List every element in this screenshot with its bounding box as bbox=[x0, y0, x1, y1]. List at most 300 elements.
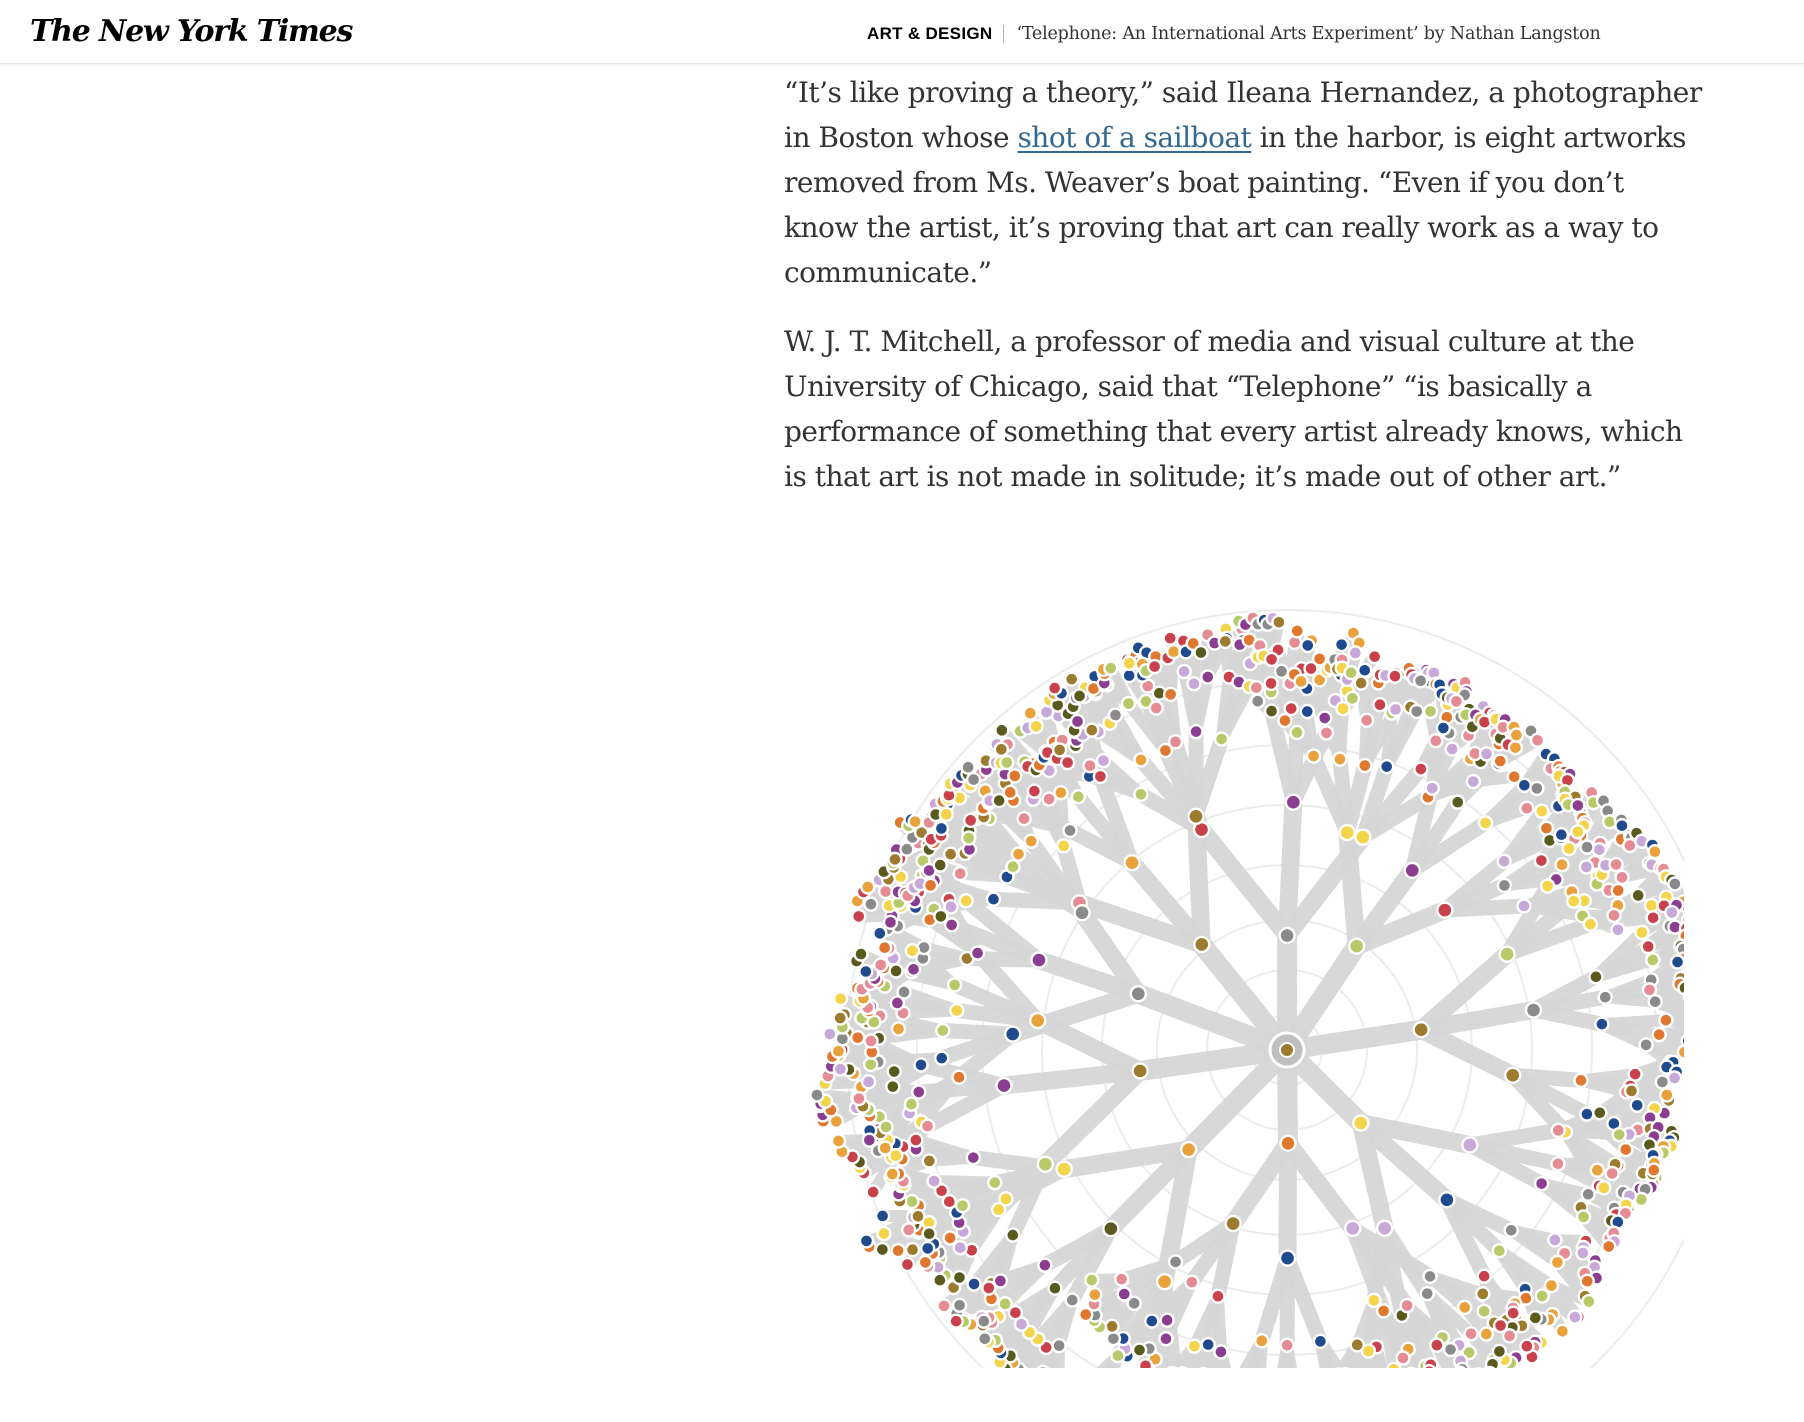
article-paragraph-2: W. J. T. Mitchell, a professor of media and visual culture at the University of Chicago, said that “Telephone” “is basically a performance of something that every artist already knows, which is that art is not made in solitude; it’s made out of other art.” bbox=[784, 325, 1683, 493]
artwork-dot bbox=[1551, 1157, 1564, 1170]
artwork-dot bbox=[1389, 703, 1402, 716]
artwork-dot bbox=[1612, 884, 1625, 897]
artwork-dot bbox=[1150, 702, 1163, 715]
artwork-dot bbox=[1075, 905, 1090, 920]
artwork-dot bbox=[1167, 645, 1180, 658]
artwork-dot bbox=[1529, 1311, 1542, 1324]
artwork-dot bbox=[933, 1274, 946, 1287]
artwork-dot bbox=[1581, 841, 1594, 854]
artwork-dot bbox=[1505, 1224, 1518, 1237]
branch-line bbox=[1061, 793, 1064, 846]
artwork-dot bbox=[1478, 1305, 1491, 1318]
artwork-dot bbox=[977, 1315, 990, 1328]
article-paragraph-1 bbox=[784, 70, 1704, 295]
artwork-dot bbox=[968, 1278, 981, 1291]
artwork-dot bbox=[1018, 812, 1031, 825]
artwork-dot bbox=[1265, 705, 1278, 718]
artwork-dot bbox=[1071, 715, 1084, 728]
artwork-dot bbox=[1430, 1339, 1443, 1352]
artwork-dot bbox=[1333, 753, 1346, 766]
artwork-dot bbox=[1388, 670, 1401, 683]
artwork-dot bbox=[1593, 843, 1606, 856]
artwork-dot bbox=[1446, 743, 1459, 756]
artwork-dot bbox=[1337, 702, 1350, 715]
artwork-dot bbox=[834, 1063, 847, 1076]
artwork-dot bbox=[1185, 1276, 1198, 1289]
artwork-dot bbox=[878, 1227, 891, 1240]
artwork-dot bbox=[928, 1175, 941, 1188]
artwork-dot bbox=[1548, 1233, 1561, 1246]
artwork-dot bbox=[1064, 824, 1077, 837]
artwork-dot bbox=[1290, 726, 1303, 739]
artwork-dot bbox=[1012, 848, 1025, 861]
artwork-dot bbox=[923, 1227, 936, 1240]
artwork-dot bbox=[1030, 1013, 1045, 1028]
branch-line bbox=[1347, 833, 1356, 947]
section-link[interactable]: ART & DESIGN bbox=[867, 24, 993, 43]
artwork-dot bbox=[1111, 1349, 1124, 1362]
artwork-dot bbox=[1414, 763, 1427, 776]
artwork-dot bbox=[1368, 650, 1381, 663]
artwork-dot bbox=[1581, 1275, 1594, 1288]
artwork-dot bbox=[1190, 725, 1203, 738]
artwork-dot bbox=[1161, 1314, 1174, 1327]
artwork-dot bbox=[1563, 842, 1576, 855]
artwork-dot bbox=[1265, 653, 1278, 666]
artwork-dot bbox=[1439, 1192, 1454, 1207]
artwork-dot bbox=[1510, 729, 1523, 742]
artwork-dot bbox=[1104, 662, 1117, 675]
artwork-dot bbox=[1567, 895, 1580, 908]
artwork-dot bbox=[1085, 724, 1098, 737]
artwork-dot bbox=[944, 1231, 957, 1244]
artwork-dot bbox=[1555, 828, 1568, 841]
artwork-dot bbox=[1444, 1343, 1457, 1356]
artwork-dot bbox=[978, 1332, 991, 1345]
root-artwork-dot bbox=[1280, 1043, 1294, 1057]
artwork-dot bbox=[1358, 664, 1371, 677]
artwork-dot bbox=[886, 1080, 899, 1093]
artwork-dot bbox=[1424, 705, 1437, 718]
artwork-dot bbox=[1414, 1022, 1429, 1037]
artwork-dot bbox=[1355, 830, 1370, 845]
artwork-dot bbox=[1214, 1345, 1227, 1358]
artwork-dot bbox=[865, 1034, 878, 1047]
artwork-dot bbox=[864, 1058, 877, 1071]
artwork-dot bbox=[863, 1134, 876, 1147]
artwork-dot bbox=[964, 814, 977, 827]
artwork-dot bbox=[954, 867, 967, 880]
artwork-dot bbox=[1373, 698, 1386, 711]
artwork-dot bbox=[935, 822, 948, 835]
artwork-dot bbox=[1551, 1256, 1564, 1269]
artwork-dot bbox=[892, 1244, 905, 1257]
artwork-dot bbox=[876, 1243, 889, 1256]
paragraph-1-text-b: in the harbor, is eight artworks removed from Ms. Weaver’s boat painting. “Even if you don’t know the artist, it’s proving that art can really work as a way to communicate.” bbox=[784, 121, 1687, 289]
artwork-dot bbox=[1057, 839, 1070, 852]
artwork-dot bbox=[1493, 1345, 1506, 1358]
artwork-dot bbox=[1201, 671, 1214, 684]
artwork-dot bbox=[1088, 1288, 1101, 1301]
artwork-dot bbox=[1006, 860, 1019, 873]
artwork-dot bbox=[1031, 953, 1046, 968]
artwork-dot bbox=[1358, 759, 1371, 772]
artwork-dot bbox=[1291, 624, 1304, 637]
artwork-dot bbox=[1285, 702, 1298, 715]
artwork-dot bbox=[1305, 662, 1318, 675]
artwork-dot bbox=[987, 893, 1000, 906]
branch-line bbox=[934, 1181, 995, 1183]
artwork-dot bbox=[1660, 1088, 1673, 1101]
artwork-dot bbox=[1134, 788, 1147, 801]
artwork-dot bbox=[1582, 1295, 1595, 1308]
artwork-dot bbox=[1377, 1221, 1392, 1236]
artwork-dot bbox=[1536, 1290, 1549, 1303]
artwork-dot bbox=[878, 941, 891, 954]
artwork-dot bbox=[1602, 1240, 1615, 1253]
artwork-dot bbox=[880, 1121, 893, 1134]
artwork-dot bbox=[898, 986, 911, 999]
artwork-dot bbox=[1280, 928, 1295, 943]
radial-tree-graphic bbox=[784, 562, 1684, 1368]
artwork-dot bbox=[1340, 825, 1355, 840]
artwork-dot bbox=[1595, 1018, 1608, 1031]
artwork-dot bbox=[1188, 1340, 1201, 1353]
artwork-dot bbox=[962, 832, 975, 845]
artwork-dot bbox=[884, 916, 897, 929]
artwork-dot bbox=[1593, 1106, 1606, 1119]
artwork-dot bbox=[886, 1168, 899, 1181]
artwork-dot bbox=[1083, 759, 1096, 772]
artwork-dot bbox=[852, 1092, 865, 1105]
artwork-dot bbox=[1387, 1363, 1400, 1368]
artwork-dot bbox=[909, 1134, 922, 1147]
artwork-dot bbox=[1345, 1221, 1360, 1236]
artwork-dot bbox=[1194, 937, 1209, 952]
sailboat-shot-link[interactable]: shot of a sailboat bbox=[1017, 121, 1252, 154]
branch-line bbox=[1202, 830, 1288, 936]
artwork-dot bbox=[1429, 734, 1442, 747]
artwork-dot bbox=[1188, 677, 1201, 690]
artwork-dot bbox=[1582, 1188, 1595, 1201]
artwork-dot bbox=[1649, 995, 1662, 1008]
artwork-dot bbox=[1265, 677, 1278, 690]
artwork-dot bbox=[864, 898, 877, 911]
artwork-dot bbox=[1591, 1164, 1604, 1177]
artwork-dot bbox=[1250, 681, 1263, 694]
artwork-dot bbox=[1109, 709, 1122, 722]
artwork-dot bbox=[1301, 639, 1314, 652]
artwork-dot bbox=[1535, 805, 1548, 818]
artwork-dot bbox=[1275, 665, 1288, 678]
artwork-dot bbox=[1437, 722, 1450, 735]
artwork-dot bbox=[1118, 1287, 1131, 1300]
artwork-dot bbox=[1053, 743, 1066, 756]
artwork-dot bbox=[1360, 714, 1373, 727]
artwork-dot bbox=[874, 958, 887, 971]
artwork-dot bbox=[1125, 855, 1140, 870]
artwork-dot bbox=[1530, 782, 1543, 795]
artwork-dot bbox=[852, 910, 865, 923]
branch-line bbox=[1533, 1010, 1601, 1024]
branch-line bbox=[1038, 1021, 1140, 1071]
artwork-dot bbox=[1414, 674, 1427, 687]
artwork-dot bbox=[1574, 1074, 1587, 1087]
artwork-dot bbox=[1295, 675, 1308, 688]
artwork-dot bbox=[892, 1022, 905, 1035]
artwork-dot bbox=[1458, 1301, 1471, 1314]
artwork-dot bbox=[1097, 754, 1110, 767]
artwork-dot bbox=[936, 1024, 949, 1037]
artwork-dot bbox=[967, 773, 980, 786]
artwork-dot bbox=[860, 1234, 873, 1247]
artwork-dot bbox=[1251, 695, 1264, 708]
artwork-dot bbox=[1215, 733, 1228, 746]
artwork-dot bbox=[953, 1271, 966, 1284]
artwork-dot bbox=[876, 1209, 889, 1222]
artwork-dot bbox=[1066, 1294, 1079, 1307]
artwork-dot bbox=[1123, 669, 1136, 682]
artwork-dot bbox=[890, 964, 903, 977]
artwork-dot bbox=[1073, 689, 1086, 702]
artwork-dot bbox=[1577, 1210, 1590, 1223]
artwork-dot bbox=[1085, 1274, 1098, 1287]
artwork-dot bbox=[1606, 1167, 1619, 1180]
artwork-dot bbox=[1478, 1270, 1491, 1283]
artwork-dot bbox=[1613, 1128, 1626, 1141]
artwork-dot bbox=[934, 859, 947, 872]
artwork-dot bbox=[1571, 799, 1584, 812]
artwork-dot bbox=[1462, 1137, 1477, 1152]
artwork-dot bbox=[906, 1243, 919, 1256]
artwork-dot bbox=[1048, 1282, 1061, 1295]
artwork-dot bbox=[1094, 770, 1107, 783]
artwork-dot bbox=[1159, 744, 1172, 757]
artwork-dot bbox=[1599, 991, 1612, 1004]
artwork-dot bbox=[992, 1203, 1005, 1216]
artwork-dot bbox=[1123, 657, 1136, 670]
artwork-dot bbox=[996, 1078, 1011, 1093]
artwork-dot bbox=[832, 1045, 845, 1058]
artwork-dot bbox=[907, 963, 920, 976]
artwork-dot bbox=[1518, 779, 1531, 792]
artwork-dot bbox=[1535, 1177, 1548, 1190]
artwork-dot bbox=[953, 1299, 966, 1312]
artwork-dot bbox=[944, 848, 957, 861]
artwork-dot bbox=[1164, 688, 1177, 701]
artwork-dot bbox=[1647, 911, 1660, 924]
artwork-dot bbox=[1159, 1332, 1172, 1345]
artwork-dot bbox=[1335, 638, 1348, 651]
artwork-dot bbox=[1576, 1247, 1589, 1260]
artwork-dot bbox=[1423, 1365, 1436, 1368]
artwork-dot bbox=[1631, 1099, 1644, 1112]
artwork-dot bbox=[953, 1071, 966, 1084]
artwork-dot bbox=[1540, 822, 1553, 835]
artwork-dot bbox=[1061, 756, 1074, 769]
artwork-dot bbox=[1642, 940, 1655, 953]
artwork-dot bbox=[1377, 1304, 1390, 1317]
artwork-dot bbox=[1065, 673, 1078, 686]
artwork-dot bbox=[1367, 1294, 1380, 1307]
artwork-dot bbox=[1024, 707, 1037, 720]
artwork-dot bbox=[1646, 953, 1659, 966]
artwork-dot bbox=[1036, 1366, 1049, 1368]
paragraph-1-text-a: “It’s like proving a theory,” said Ileana Hernandez, a photographer in Boston whose bbox=[784, 76, 1702, 154]
artwork-dot bbox=[1133, 1063, 1148, 1078]
artwork-dot bbox=[1476, 1287, 1489, 1300]
artwork-dot bbox=[1004, 786, 1017, 799]
artwork-dot bbox=[971, 947, 984, 960]
artwork-dot bbox=[948, 978, 961, 991]
artwork-dot bbox=[1619, 1143, 1632, 1156]
artwork-dot bbox=[1571, 825, 1584, 838]
artwork-dot bbox=[1668, 877, 1681, 890]
artwork-dot bbox=[1531, 734, 1544, 747]
artwork-dot bbox=[999, 1297, 1012, 1310]
artwork-dot bbox=[1640, 1038, 1653, 1051]
artwork-dot bbox=[1526, 1003, 1541, 1018]
artwork-dot bbox=[1535, 854, 1548, 867]
artwork-dot bbox=[1006, 1229, 1019, 1242]
artwork-dot bbox=[938, 1299, 951, 1312]
artwork-dot bbox=[1500, 947, 1515, 962]
artwork-dot bbox=[1597, 1181, 1610, 1194]
artwork-dot bbox=[1410, 705, 1423, 718]
artwork-dot bbox=[1139, 1359, 1152, 1368]
artwork-dot bbox=[834, 992, 847, 1005]
section-divider bbox=[1003, 25, 1004, 43]
artwork-dot bbox=[1005, 1027, 1020, 1042]
artwork-dot bbox=[1272, 616, 1285, 629]
artwork-dot bbox=[1556, 858, 1569, 871]
artwork-dot bbox=[1405, 863, 1420, 878]
artwork-dot bbox=[1498, 879, 1511, 892]
artwork-dot bbox=[1625, 1084, 1638, 1097]
article-body bbox=[784, 70, 1704, 523]
artwork-dot bbox=[1131, 986, 1146, 1001]
artwork-dot bbox=[905, 1098, 918, 1111]
artwork-dot bbox=[1653, 1028, 1666, 1041]
artwork-dot bbox=[950, 1315, 963, 1328]
artwork-dot bbox=[1380, 760, 1393, 773]
artwork-dot bbox=[921, 1242, 934, 1255]
artwork-dot bbox=[1580, 860, 1593, 873]
artwork-dot bbox=[956, 1199, 969, 1212]
artwork-dot bbox=[1281, 1136, 1296, 1151]
artwork-dot bbox=[919, 1256, 932, 1269]
artwork-dot bbox=[1635, 926, 1648, 939]
artwork-dot bbox=[1659, 1014, 1672, 1027]
artwork-dot bbox=[1057, 1162, 1072, 1177]
artwork-dot bbox=[1107, 1332, 1120, 1345]
artwork-dot bbox=[1286, 795, 1301, 810]
artwork-dot bbox=[1122, 697, 1135, 710]
artwork-dot bbox=[1351, 1338, 1364, 1351]
artwork-dot bbox=[1608, 909, 1621, 922]
artwork-dot bbox=[912, 1210, 925, 1223]
artwork-dot bbox=[832, 1134, 845, 1147]
artwork-dot bbox=[1115, 1273, 1128, 1286]
artwork-dot bbox=[1178, 665, 1191, 678]
artwork-dot bbox=[1349, 939, 1364, 954]
artwork-dot bbox=[1054, 786, 1067, 799]
artwork-dot bbox=[1202, 1338, 1215, 1351]
artwork-dot bbox=[1498, 855, 1511, 868]
artwork-dot bbox=[1106, 1320, 1119, 1333]
artwork-dot bbox=[1281, 1339, 1294, 1352]
artwork-dot bbox=[1465, 1327, 1478, 1340]
artwork-dot bbox=[1349, 646, 1362, 659]
artwork-dot bbox=[1181, 1142, 1196, 1157]
artwork-dot bbox=[1589, 970, 1602, 983]
artwork-dot bbox=[1157, 1274, 1172, 1289]
artwork-dot bbox=[1401, 1299, 1414, 1312]
artwork-dot bbox=[1480, 1328, 1493, 1341]
artwork-dot bbox=[1611, 923, 1624, 936]
artwork-dot bbox=[1030, 720, 1043, 733]
artwork-dot bbox=[940, 808, 953, 821]
artwork-dot bbox=[914, 1058, 927, 1071]
artwork-dot bbox=[1421, 1287, 1434, 1300]
artwork-dot bbox=[1353, 1116, 1368, 1131]
artwork-dot bbox=[1541, 880, 1554, 893]
artwork-dot bbox=[1645, 899, 1658, 912]
artwork-dot bbox=[921, 1120, 934, 1133]
artwork-dot bbox=[902, 1223, 915, 1236]
artwork-dot bbox=[923, 1154, 936, 1167]
branch-line bbox=[1421, 1030, 1513, 1076]
artwork-dot bbox=[823, 1028, 836, 1041]
artwork-dot bbox=[1671, 956, 1684, 969]
artwork-dot bbox=[1451, 796, 1464, 809]
artwork-dot bbox=[1426, 782, 1439, 795]
artwork-dot bbox=[1188, 809, 1203, 824]
artwork-dot bbox=[1048, 682, 1061, 695]
artwork-dot bbox=[1494, 755, 1507, 768]
artwork-dot bbox=[967, 1151, 980, 1164]
masthead bbox=[0, 0, 1804, 64]
artwork-dot bbox=[1656, 1076, 1669, 1089]
artwork-dot bbox=[888, 1065, 901, 1078]
article-headline: ‘Telephone: An International Arts Experiment’ by Nathan Langston bbox=[1016, 24, 1601, 44]
telephone-tree-graphic bbox=[784, 562, 1684, 1368]
artwork-dot bbox=[1450, 695, 1463, 708]
branch-line bbox=[1288, 1143, 1353, 1228]
branch-line bbox=[943, 1031, 1013, 1035]
artwork-dot bbox=[1665, 906, 1678, 919]
nyt-logo[interactable]: The New York Times bbox=[30, 14, 353, 49]
artwork-dot bbox=[1355, 677, 1368, 690]
artwork-dot bbox=[1505, 1068, 1520, 1083]
artwork-dot bbox=[901, 1258, 914, 1271]
artwork-dot bbox=[924, 879, 937, 892]
artwork-dot bbox=[834, 1012, 847, 1025]
artwork-dot bbox=[1280, 1251, 1295, 1266]
artwork-dot bbox=[1580, 1108, 1593, 1121]
artwork-dot bbox=[1314, 1335, 1327, 1348]
artwork-dot bbox=[1584, 918, 1597, 931]
artwork-dot bbox=[1556, 1325, 1569, 1338]
artwork-dot bbox=[1520, 1340, 1533, 1353]
artwork-dot bbox=[1072, 790, 1085, 803]
artwork-dot bbox=[889, 853, 902, 866]
artwork-dot bbox=[867, 1186, 880, 1199]
artwork-dot bbox=[1678, 1046, 1684, 1059]
artwork-dot bbox=[1038, 1259, 1051, 1272]
artwork-dot bbox=[1226, 1216, 1241, 1231]
artwork-dot bbox=[879, 1142, 892, 1155]
